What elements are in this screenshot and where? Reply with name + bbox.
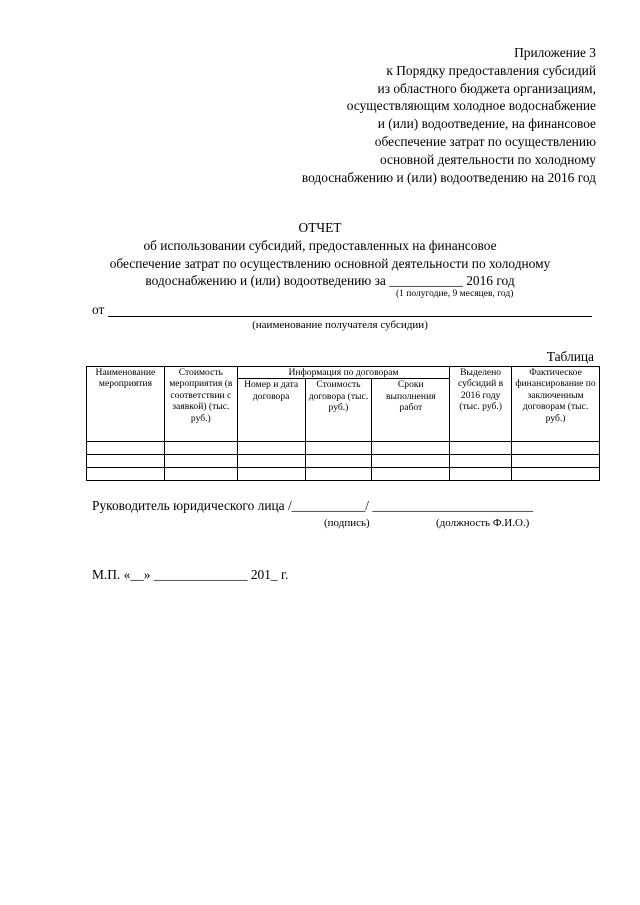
table-cell[interactable]	[164, 468, 237, 481]
appendix-block	[302, 44, 596, 186]
table-cell[interactable]	[450, 468, 512, 481]
table-cell[interactable]	[305, 442, 372, 455]
table-cell[interactable]	[87, 468, 165, 481]
table-cell[interactable]	[512, 455, 600, 468]
appendix-line: основной деятельности по холодному	[379, 151, 596, 167]
table-cell[interactable]	[87, 455, 165, 468]
table-cell[interactable]	[237, 455, 305, 468]
report-subtitle-line: обеспечение затрат по осуществлению основной деятельности по холодному	[109, 255, 551, 271]
from-label: от	[92, 302, 105, 317]
header-work-terms: Сроки выполнения работ	[372, 379, 450, 442]
appendix-line: из областного бюджета организациям,	[377, 80, 596, 96]
report-heading: ОТЧЕТ	[298, 220, 342, 235]
table-cell[interactable]	[450, 442, 512, 455]
recipient-name-field[interactable]	[108, 316, 592, 317]
table-row	[87, 455, 600, 468]
table-cell[interactable]	[237, 442, 305, 455]
signature-note: (подпись)	[324, 517, 370, 529]
table-cell[interactable]	[512, 468, 600, 481]
signature-line: Руководитель юридического лица /___________/ ________________________	[92, 498, 534, 513]
header-name: Наименование мероприятия	[87, 367, 165, 442]
period-note: (1 полугодие, 9 месяцев, год)	[396, 289, 514, 299]
table-cell[interactable]	[450, 455, 512, 468]
table-cell[interactable]	[87, 442, 165, 455]
table-cell[interactable]	[372, 468, 450, 481]
appendix-line: Приложение 3	[514, 45, 596, 60]
table-label: Таблица	[546, 349, 594, 364]
report-title	[0, 219, 640, 290]
appendix-line: обеспечение затрат по осуществлению	[374, 133, 596, 149]
table-cell[interactable]	[372, 442, 450, 455]
appendix-line: осуществляющим холодное водоснабжение	[346, 98, 596, 114]
header-contract-cost: Стоимость договора (тыс. руб.)	[305, 379, 372, 442]
table-cell[interactable]	[512, 442, 600, 455]
table-row	[87, 442, 600, 455]
table-cell[interactable]	[372, 455, 450, 468]
table-cell[interactable]	[237, 468, 305, 481]
appendix-line: и (или) водоотведение, на финансовое	[377, 116, 596, 132]
table-row	[87, 468, 600, 481]
header-cost: Стоимость мероприятия (в соответствии с заявкой) (тыс. руб.)	[164, 367, 237, 442]
report-table	[86, 366, 600, 481]
stamp-date-line: М.П. «__» ______________ 201_ г.	[92, 567, 289, 582]
recipient-note: (наименование получателя субсидии)	[252, 319, 428, 331]
table-cell[interactable]	[164, 455, 237, 468]
header-contract-number: Номер и дата договора	[237, 379, 305, 442]
appendix-line: водоснабжению и (или) водоотведению на 2016 год	[301, 169, 596, 185]
table-cell[interactable]	[164, 442, 237, 455]
appendix-line: к Порядку предоставления субсидий	[386, 62, 596, 78]
table-cell[interactable]	[305, 455, 372, 468]
report-subtitle-line: об использовании субсидий, предоставленных на финансовое	[143, 237, 497, 253]
header-actual: Фактическое финансирование по заключенным договорам (тыс. руб.)	[512, 367, 600, 442]
header-contracts-group: Информация по договорам	[237, 367, 449, 379]
table-cell[interactable]	[305, 468, 372, 481]
report-subtitle-line: водоснабжению и (или) водоотведению за ___________ 2016 год	[145, 273, 515, 289]
position-note: (должность Ф.И.О.)	[436, 517, 530, 529]
header-allocated: Выделено субсидий в 2016 году (тыс. руб.)	[450, 367, 512, 442]
